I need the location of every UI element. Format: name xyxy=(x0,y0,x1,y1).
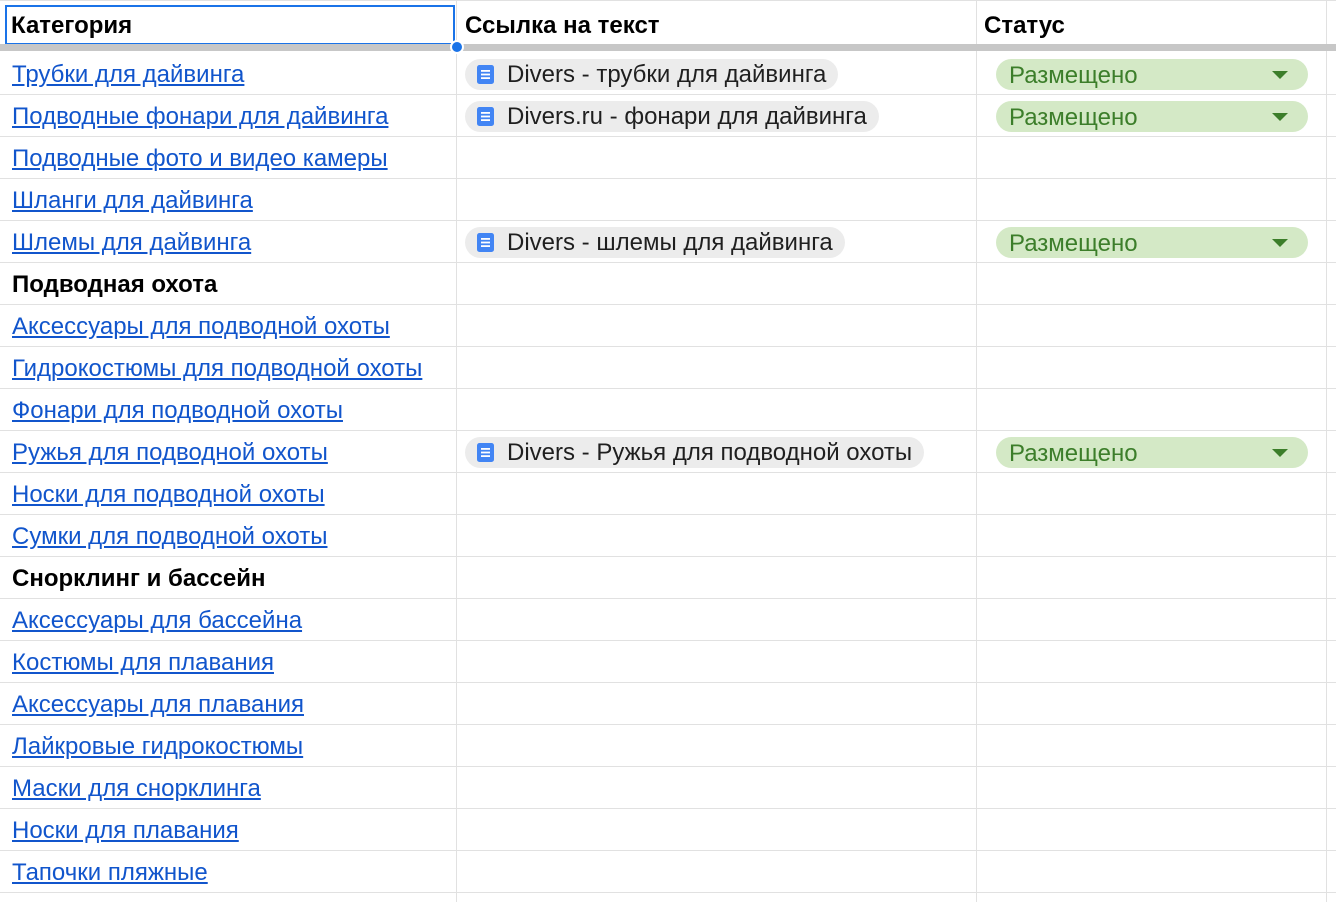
dropdown-arrow-icon xyxy=(1272,113,1288,121)
doc-chip-label: Divers - Ружья для подводной охоты xyxy=(507,438,913,466)
category-link[interactable]: Фонари для подводной охоты xyxy=(12,397,343,424)
category-link[interactable]: Ружья для подводной охоты xyxy=(12,439,328,466)
table-row xyxy=(0,179,1336,221)
header-cell-status[interactable]: Статус xyxy=(984,12,1065,39)
status-dropdown[interactable] xyxy=(996,437,1308,468)
category-link[interactable]: Носки для плавания xyxy=(12,817,239,844)
header-row xyxy=(0,0,1336,45)
section-heading: Подводная охота xyxy=(12,271,218,298)
doc-chip-label: Divers.ru - фонари для дайвинга xyxy=(507,102,867,130)
table-row xyxy=(0,473,1336,515)
category-link[interactable]: Гидрокостюмы для подводной охоты xyxy=(12,355,423,382)
table-row xyxy=(0,263,1336,305)
category-link[interactable]: Костюмы для плавания xyxy=(12,649,274,676)
table-row xyxy=(0,389,1336,431)
category-link[interactable]: Носки для подводной охоты xyxy=(12,481,325,508)
table-row xyxy=(0,641,1336,683)
category-link[interactable]: Сумки для подводной охоты xyxy=(12,523,328,550)
doc-smart-chip[interactable] xyxy=(465,437,924,468)
doc-chip-label: Divers - трубки для дайвинга xyxy=(507,60,827,88)
status-label: Размещено xyxy=(1009,440,1138,467)
category-link[interactable]: Маски для снорклинга xyxy=(12,775,261,802)
status-dropdown[interactable] xyxy=(996,59,1308,90)
category-link[interactable]: Лайкровые гидрокостюмы xyxy=(12,733,304,760)
dropdown-arrow-icon xyxy=(1272,71,1288,79)
table-row xyxy=(0,851,1336,893)
google-docs-icon xyxy=(475,106,496,127)
category-link[interactable]: Аксессуары для бассейна xyxy=(12,607,303,634)
table-row xyxy=(0,725,1336,767)
table-row xyxy=(0,431,1336,473)
table-row xyxy=(0,305,1336,347)
table-row xyxy=(0,347,1336,389)
category-link[interactable]: Трубки для дайвинга xyxy=(12,61,245,88)
frozen-row-divider[interactable] xyxy=(0,44,1336,51)
category-link[interactable]: Тапочки пляжные xyxy=(12,859,208,886)
status-dropdown[interactable] xyxy=(996,227,1308,258)
google-docs-icon xyxy=(475,232,496,253)
status-label: Размещено xyxy=(1009,104,1138,131)
header-cell-category[interactable]: Категория xyxy=(11,12,133,39)
status-label: Размещено xyxy=(1009,230,1138,257)
google-docs-icon xyxy=(475,64,496,85)
table-row xyxy=(0,683,1336,725)
section-heading: Снорклинг и бассейн xyxy=(12,565,266,592)
table-row xyxy=(0,137,1336,179)
category-link[interactable]: Подводные фонари для дайвинга xyxy=(12,103,389,130)
category-link[interactable]: Шлемы для дайвинга xyxy=(12,229,252,256)
google-docs-icon xyxy=(475,442,496,463)
table-row xyxy=(0,95,1336,137)
category-link[interactable]: Аксессуары для плавания xyxy=(12,691,304,718)
fill-handle[interactable] xyxy=(450,40,464,54)
doc-smart-chip[interactable] xyxy=(465,59,838,90)
doc-smart-chip[interactable] xyxy=(465,101,879,132)
table-row xyxy=(0,767,1336,809)
table-row xyxy=(0,221,1336,263)
table-row xyxy=(0,53,1336,95)
header-cell-link[interactable]: Ссылка на текст xyxy=(465,12,660,39)
category-link[interactable]: Шланги для дайвинга xyxy=(12,187,253,214)
table-row xyxy=(0,809,1336,851)
status-label: Размещено xyxy=(1009,62,1138,89)
data-rows xyxy=(0,53,1336,893)
category-link[interactable]: Подводные фото и видео камеры xyxy=(12,145,388,172)
table-row xyxy=(0,515,1336,557)
doc-smart-chip[interactable] xyxy=(465,227,845,258)
doc-chip-label: Divers - шлемы для дайвинга xyxy=(507,228,833,256)
status-dropdown[interactable] xyxy=(996,101,1308,132)
table-row xyxy=(0,557,1336,599)
dropdown-arrow-icon xyxy=(1272,239,1288,247)
category-link[interactable]: Аксессуары для подводной охоты xyxy=(12,313,390,340)
table-row xyxy=(0,599,1336,641)
dropdown-arrow-icon xyxy=(1272,449,1288,457)
